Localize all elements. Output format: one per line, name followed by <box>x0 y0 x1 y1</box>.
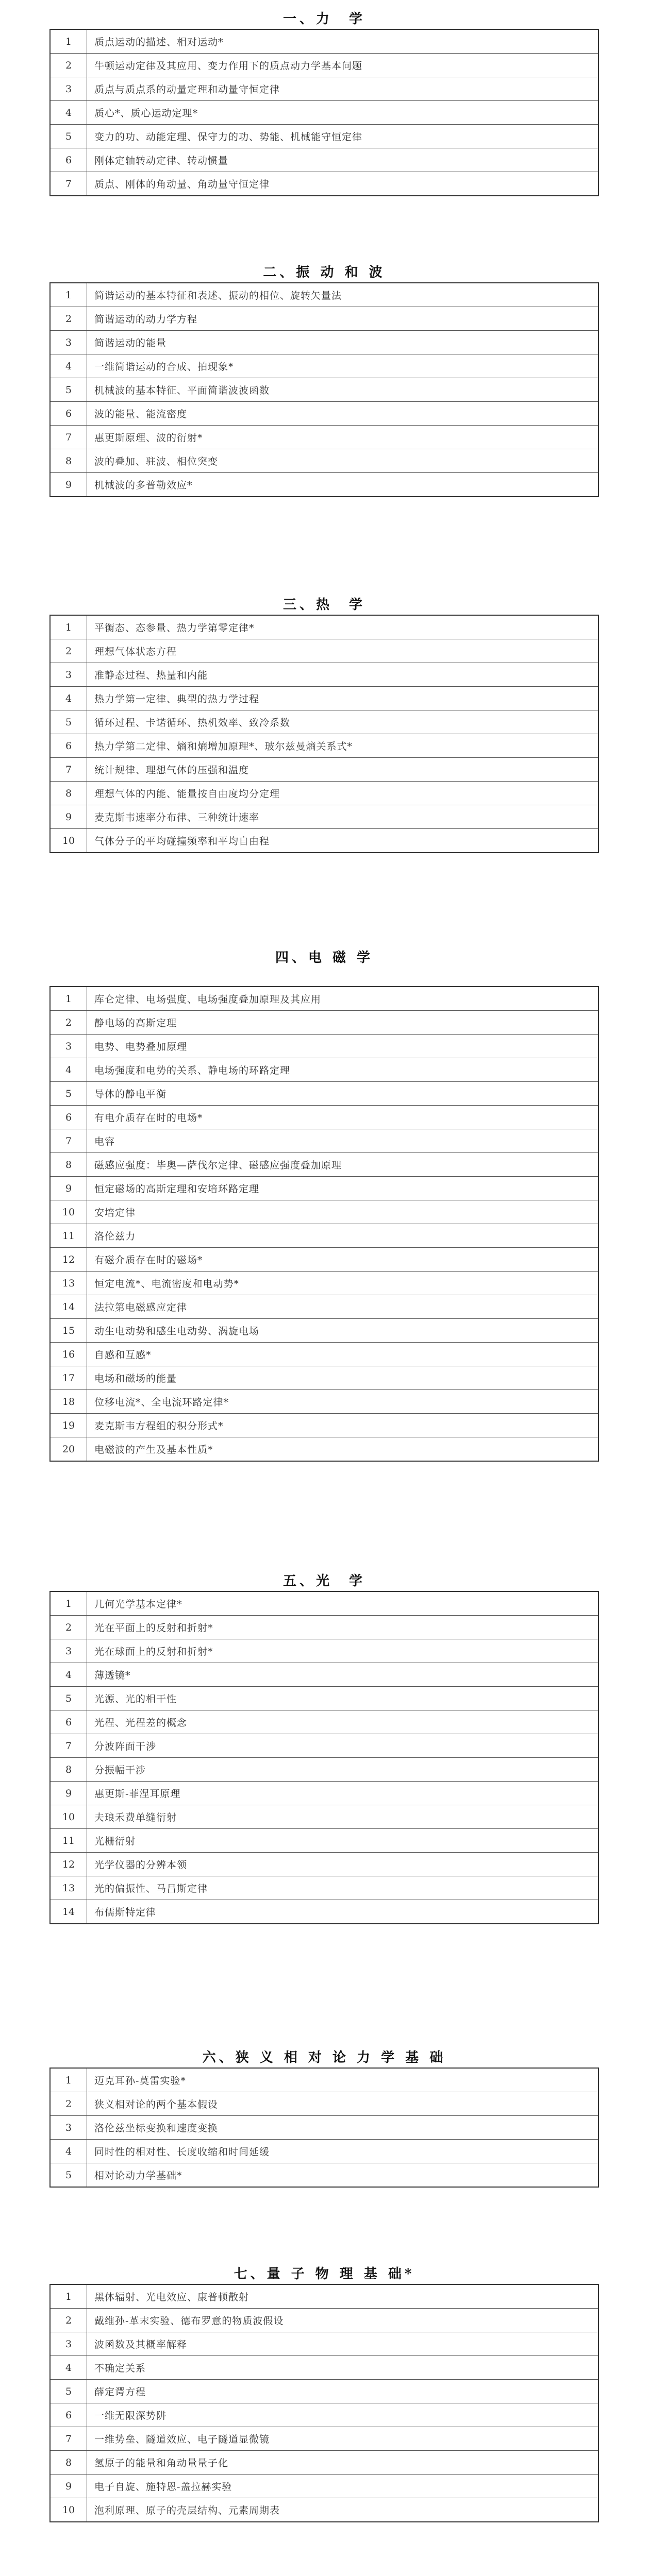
table-row <box>50 734 598 758</box>
topic-text: 法拉第电磁感应定律 <box>87 1295 599 1319</box>
topic-text: 磁感应强度：毕奥—萨伐尔定律、磁感应强度叠加原理 <box>87 1153 599 1177</box>
topic-text: 不确定关系 <box>87 2356 599 2380</box>
table-row <box>50 1687 598 1710</box>
table-row <box>50 402 598 426</box>
row-number: 9 <box>50 2475 87 2498</box>
row-number: 8 <box>50 2451 87 2475</box>
row-number: 7 <box>50 1129 87 1153</box>
topic-text: 波函数及其概率解释 <box>87 2332 599 2356</box>
row-number: 1 <box>50 1591 87 1616</box>
row-number: 2 <box>50 1616 87 1639</box>
topic-text: 理想气体状态方程 <box>87 639 599 663</box>
table-row <box>50 2451 598 2475</box>
topic-text: 同时性的相对性、长度收缩和时间延缓 <box>87 2140 599 2163</box>
topic-text: 自感和互感* <box>87 1343 599 1366</box>
table-row <box>50 54 598 77</box>
row-number: 11 <box>50 1224 87 1248</box>
topic-text: 一维势垒、隧道效应、电子隧道显微镜 <box>87 2427 599 2451</box>
row-number: 1 <box>50 2068 87 2092</box>
table-row <box>50 354 598 378</box>
row-number: 4 <box>50 101 87 125</box>
topic-text: 波的能量、能流密度 <box>87 402 599 426</box>
topic-text: 黑体辐射、光电效应、康普顿散射 <box>87 2284 599 2309</box>
topic-text: 光在平面上的反射和折射* <box>87 1616 599 1639</box>
topic-text: 狭义相对论的两个基本假设 <box>87 2092 599 2116</box>
topic-text: 泡利原理、原子的壳层结构、元素周期表 <box>87 2498 599 2522</box>
row-number: 2 <box>50 307 87 331</box>
table-row <box>50 758 598 782</box>
row-number: 8 <box>50 1758 87 1782</box>
topic-text: 理想气体的内能、能量按自由度均分定理 <box>87 782 599 805</box>
topic-text: 几何光学基本定律* <box>87 1591 599 1616</box>
section-title: 三、热 学 <box>282 597 365 613</box>
row-number: 3 <box>50 2116 87 2140</box>
topic-text: 相对论动力学基础* <box>87 2163 599 2188</box>
row-number: 3 <box>50 77 87 101</box>
row-number: 19 <box>50 1414 87 1437</box>
topic-text: 变力的功、动能定理、保守力的功、势能、机械能守恒定律 <box>87 125 599 148</box>
row-number: 12 <box>50 1248 87 1272</box>
topic-text: 恒定磁场的高斯定理和安培环路定理 <box>87 1177 599 1200</box>
topic-text: 质心*、质心运动定理* <box>87 101 599 125</box>
row-number: 7 <box>50 758 87 782</box>
topic-text: 麦克斯韦方程组的积分形式* <box>87 1414 599 1437</box>
row-number: 4 <box>50 354 87 378</box>
table-row <box>50 1853 598 1876</box>
topic-text: 简谐运动的能量 <box>87 331 599 354</box>
row-number: 3 <box>50 331 87 354</box>
table-row <box>50 101 598 125</box>
row-number: 6 <box>50 1106 87 1129</box>
table-row <box>50 331 598 354</box>
table-row <box>50 1224 598 1248</box>
table-row <box>50 1058 598 1082</box>
row-number: 9 <box>50 473 87 497</box>
row-number: 2 <box>50 1011 87 1035</box>
table-row <box>50 782 598 805</box>
row-number: 1 <box>50 987 87 1011</box>
topic-text: 静电场的高斯定理 <box>87 1011 599 1035</box>
table-row <box>50 2140 598 2163</box>
table-row <box>50 473 598 497</box>
topic-text: 刚体定轴转动定律、转动惯量 <box>87 148 599 172</box>
topic-text: 光源、光的相干性 <box>87 1687 599 1710</box>
topic-text: 热力学第一定律、典型的热力学过程 <box>87 687 599 710</box>
table-row <box>50 1177 598 1200</box>
table-row <box>50 1876 598 1900</box>
table-row <box>50 687 598 710</box>
row-number: 6 <box>50 1710 87 1734</box>
table-row <box>50 1200 598 1224</box>
topic-text: 光程、光程差的概念 <box>87 1710 599 1734</box>
topic-text: 简谐运动的动力学方程 <box>87 307 599 331</box>
topic-text: 恒定电流*、电流密度和电动势* <box>87 1272 599 1295</box>
row-number: 5 <box>50 1082 87 1106</box>
section-special-relativity <box>49 2048 599 2188</box>
topic-text: 电场和磁场的能量 <box>87 1366 599 1390</box>
topic-text: 光栅衍射 <box>87 1829 599 1853</box>
topic-text: 氢原子的能量和角动量量子化 <box>87 2451 599 2475</box>
row-number: 5 <box>50 710 87 734</box>
row-number: 9 <box>50 1782 87 1805</box>
topic-text: 惠更斯原理、波的衍射* <box>87 426 599 449</box>
topic-text: 戴维孙-革末实验、德布罗意的物质波假设 <box>87 2309 599 2332</box>
row-number: 14 <box>50 1295 87 1319</box>
row-number: 5 <box>50 378 87 402</box>
row-number: 15 <box>50 1319 87 1343</box>
topic-text: 牛顿运动定律及其应用、变力作用下的质点动力学基本问题 <box>87 54 599 77</box>
row-number: 4 <box>50 687 87 710</box>
title-spacer <box>49 968 599 986</box>
topic-text: 导体的静电平衡 <box>87 1082 599 1106</box>
table-row <box>50 378 598 402</box>
table-row <box>50 1319 598 1343</box>
topic-text: 洛伦兹力 <box>87 1224 599 1248</box>
row-number: 9 <box>50 1177 87 1200</box>
topic-text: 质点与质点系的动量定理和动量守恒定律 <box>87 77 599 101</box>
row-number: 11 <box>50 1829 87 1853</box>
row-number: 10 <box>50 1805 87 1829</box>
table-row <box>50 987 598 1011</box>
row-number: 6 <box>50 734 87 758</box>
row-number: 13 <box>50 1272 87 1295</box>
topic-table <box>49 986 599 1462</box>
row-number: 7 <box>50 2427 87 2451</box>
table-row <box>50 2163 598 2188</box>
table-row <box>50 1390 598 1414</box>
table-row <box>50 1035 598 1058</box>
table-row <box>50 2356 598 2380</box>
topic-text: 热力学第二定律、熵和熵增加原理*、玻尔兹曼熵关系式* <box>87 734 599 758</box>
row-number: 13 <box>50 1876 87 1900</box>
row-number: 17 <box>50 1366 87 1390</box>
table-row <box>50 2403 598 2427</box>
table-row <box>50 1900 598 1924</box>
row-number: 6 <box>50 2403 87 2427</box>
table-row <box>50 805 598 829</box>
table-row <box>50 1343 598 1366</box>
row-number: 5 <box>50 2163 87 2188</box>
table-row <box>50 1710 598 1734</box>
table-row <box>50 2475 598 2498</box>
topic-text: 薛定谔方程 <box>87 2380 599 2403</box>
topic-table <box>49 282 599 497</box>
topic-table <box>49 2284 599 2522</box>
row-number: 4 <box>50 1058 87 1082</box>
row-number: 1 <box>50 283 87 307</box>
table-row <box>50 1616 598 1639</box>
topic-text: 位移电流*、全电流环路定律* <box>87 1390 599 1414</box>
section-thermodynamics <box>49 595 599 853</box>
table-row <box>50 1011 598 1035</box>
table-row <box>50 1591 598 1616</box>
topic-text: 机械波的基本特征、平面简谐波波函数 <box>87 378 599 402</box>
section-mechanics <box>49 9 599 196</box>
row-number: 18 <box>50 1390 87 1414</box>
table-row <box>50 2427 598 2451</box>
row-number: 4 <box>50 1663 87 1687</box>
row-number: 4 <box>50 2140 87 2163</box>
section-electromagnetism <box>49 948 599 1462</box>
row-number: 2 <box>50 639 87 663</box>
topic-text: 光学仪器的分辨本领 <box>87 1853 599 1876</box>
table-row <box>50 2309 598 2332</box>
table-row <box>50 1734 598 1758</box>
topic-text: 有磁介质存在时的磁场* <box>87 1248 599 1272</box>
table-row <box>50 1295 598 1319</box>
topic-text: 统计规律、理想气体的压强和温度 <box>87 758 599 782</box>
row-number: 1 <box>50 29 87 54</box>
table-row <box>50 283 598 307</box>
topic-text: 安培定律 <box>87 1200 599 1224</box>
row-number: 10 <box>50 829 87 853</box>
table-row <box>50 449 598 473</box>
table-row <box>50 2068 598 2092</box>
topic-text: 平衡态、态参量、热力学第零定律* <box>87 615 599 639</box>
section-title: 二、振 动 和 波 <box>263 265 386 280</box>
table-row <box>50 172 598 196</box>
row-number: 7 <box>50 426 87 449</box>
table-row <box>50 710 598 734</box>
row-number: 12 <box>50 1853 87 1876</box>
table-row <box>50 1248 598 1272</box>
section-optics <box>49 1571 599 1924</box>
table-row <box>50 1153 598 1177</box>
topic-text: 一维简谐运动的合成、拍现象* <box>87 354 599 378</box>
topic-text: 分波阵面干涉 <box>87 1734 599 1758</box>
row-number: 10 <box>50 2498 87 2522</box>
topic-text: 气体分子的平均碰撞频率和平均自由程 <box>87 829 599 853</box>
row-number: 3 <box>50 663 87 687</box>
topic-text: 循环过程、卡诺循环、热机效率、致冷系数 <box>87 710 599 734</box>
topic-table <box>49 615 599 853</box>
row-number: 9 <box>50 805 87 829</box>
section-title: 五、光 学 <box>282 1573 365 1589</box>
row-number: 2 <box>50 2092 87 2116</box>
section-quantum-physics <box>49 2264 599 2522</box>
row-number: 4 <box>50 2356 87 2380</box>
topic-text: 质点、刚体的角动量、角动量守恒定律 <box>87 172 599 196</box>
table-row <box>50 1758 598 1782</box>
table-row <box>50 1272 598 1295</box>
table-row <box>50 2498 598 2522</box>
row-number: 5 <box>50 2380 87 2403</box>
section-vibration-waves <box>49 263 599 497</box>
table-row <box>50 1805 598 1829</box>
table-row <box>50 1106 598 1129</box>
table-row <box>50 307 598 331</box>
topic-table <box>49 29 599 196</box>
table-row <box>50 2380 598 2403</box>
row-number: 5 <box>50 1687 87 1710</box>
table-row <box>50 2284 598 2309</box>
table-row <box>50 663 598 687</box>
topic-text: 简谐运动的基本特征和表述、振动的相位、旋转矢量法 <box>87 283 599 307</box>
table-row <box>50 639 598 663</box>
row-number: 2 <box>50 2309 87 2332</box>
topic-text: 库仑定律、电场强度、电场强度叠加原理及其应用 <box>87 987 599 1011</box>
table-row <box>50 1082 598 1106</box>
row-number: 3 <box>50 1035 87 1058</box>
table-row <box>50 148 598 172</box>
section-title: 六、狭 义 相 对 论 力 学 基 础 <box>202 2050 446 2065</box>
table-row <box>50 1129 598 1153</box>
row-number: 1 <box>50 615 87 639</box>
row-number: 10 <box>50 1200 87 1224</box>
table-row <box>50 2092 598 2116</box>
topic-text: 光的偏振性、马吕斯定律 <box>87 1876 599 1900</box>
table-row <box>50 829 598 853</box>
table-row <box>50 29 598 54</box>
topic-text: 有电介质存在时的电场* <box>87 1106 599 1129</box>
topic-text: 电子自旋、施特恩-盖拉赫实验 <box>87 2475 599 2498</box>
topic-text: 光在球面上的反射和折射* <box>87 1639 599 1663</box>
table-row <box>50 125 598 148</box>
row-number: 20 <box>50 1437 87 1462</box>
row-number: 5 <box>50 125 87 148</box>
row-number: 3 <box>50 1639 87 1663</box>
row-number: 7 <box>50 172 87 196</box>
topic-text: 布儒斯特定律 <box>87 1900 599 1924</box>
topic-text: 电磁波的产生及基本性质* <box>87 1437 599 1462</box>
topic-text: 分振幅干涉 <box>87 1758 599 1782</box>
table-row <box>50 1437 598 1462</box>
topic-text: 夫琅禾费单缝衍射 <box>87 1805 599 1829</box>
topic-text: 薄透镜* <box>87 1663 599 1687</box>
section-title: 七、量 子 物 理 基 础* <box>234 2266 415 2282</box>
topic-text: 波的叠加、驻波、相位突变 <box>87 449 599 473</box>
topic-text: 一维无限深势阱 <box>87 2403 599 2427</box>
table-row <box>50 1663 598 1687</box>
row-number: 8 <box>50 449 87 473</box>
table-row <box>50 2116 598 2140</box>
table-row <box>50 1829 598 1853</box>
topic-table <box>49 2067 599 2188</box>
row-number: 6 <box>50 402 87 426</box>
table-row <box>50 1366 598 1390</box>
topic-text: 麦克斯韦速率分布律、三种统计速率 <box>87 805 599 829</box>
topic-text: 洛伦兹坐标变换和速度变换 <box>87 2116 599 2140</box>
row-number: 6 <box>50 148 87 172</box>
topic-text: 电场强度和电势的关系、静电场的环路定理 <box>87 1058 599 1082</box>
row-number: 1 <box>50 2284 87 2309</box>
table-row <box>50 1782 598 1805</box>
table-row <box>50 426 598 449</box>
row-number: 14 <box>50 1900 87 1924</box>
row-number: 16 <box>50 1343 87 1366</box>
section-title: 四、电 磁 学 <box>275 950 374 965</box>
table-row <box>50 2332 598 2356</box>
topic-text: 电势、电势叠加原理 <box>87 1035 599 1058</box>
topic-text: 质点运动的描述、相对运动* <box>87 29 599 54</box>
row-number: 3 <box>50 2332 87 2356</box>
table-row <box>50 615 598 639</box>
row-number: 2 <box>50 54 87 77</box>
topic-text: 准静态过程、热量和内能 <box>87 663 599 687</box>
topic-table <box>49 1591 599 1924</box>
topic-text: 迈克耳孙-莫雷实验* <box>87 2068 599 2092</box>
table-row <box>50 77 598 101</box>
row-number: 8 <box>50 782 87 805</box>
topic-text: 机械波的多普勒效应* <box>87 473 599 497</box>
topic-text: 动生电动势和感生电动势、涡旋电场 <box>87 1319 599 1343</box>
table-row <box>50 1414 598 1437</box>
topic-text: 电容 <box>87 1129 599 1153</box>
table-row <box>50 1639 598 1663</box>
section-title: 一、力 学 <box>282 11 365 27</box>
topic-text: 惠更斯-菲涅耳原理 <box>87 1782 599 1805</box>
row-number: 7 <box>50 1734 87 1758</box>
row-number: 8 <box>50 1153 87 1177</box>
